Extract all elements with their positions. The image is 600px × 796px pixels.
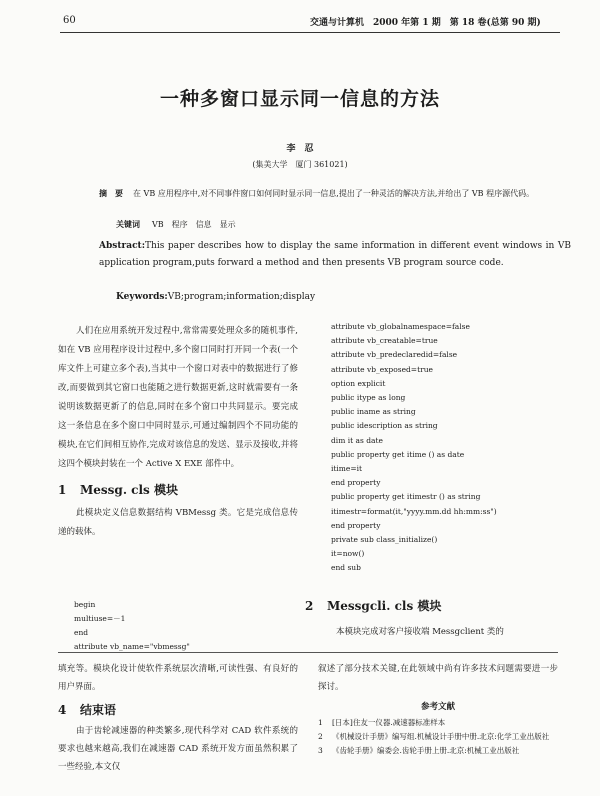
reference-number: 2: [318, 732, 323, 741]
reference-number: 1: [318, 718, 323, 727]
reference-number: 3: [318, 746, 323, 755]
left-column: [58, 322, 298, 542]
code-block-right: [331, 320, 497, 576]
reference-item: [318, 730, 558, 744]
code-line: option explicit: [331, 378, 386, 388]
reference-text: 《机械设计手册》编写组.机械设计手册中册.北京:化学工业出版社: [332, 732, 550, 741]
keywords-cn: [116, 219, 236, 230]
code-line: end property: [331, 478, 381, 488]
section-1-number: 1: [58, 483, 67, 497]
abstract-cn-text: 在 VB 应用程序中,对不同事件窗口如何同时显示同一信息,提出了一种灵活的解决方法,并给出了 VB 程序源代码。: [133, 189, 535, 198]
code-line: end sub: [331, 563, 361, 573]
abstract-en: [99, 238, 571, 272]
code-line: attribute vb_predeclaredid=false: [331, 350, 458, 360]
abstract-en-label: Abstract:: [99, 241, 146, 251]
code-line: attribute vb_globalnamespace=false: [331, 322, 470, 331]
code-block-left: [74, 598, 190, 654]
page-number: 60: [63, 15, 76, 26]
abstract-cn: [99, 185, 569, 202]
code-line: public idescription as string: [331, 421, 438, 431]
references-list: [318, 716, 558, 758]
section-4-heading: [58, 702, 298, 718]
section-1-heading: [58, 482, 298, 498]
code-line: private sub class_initialize(): [331, 535, 438, 545]
references-title: 参考文献: [420, 702, 455, 712]
section-1-title: Messg. cls 模块: [80, 483, 178, 497]
journal-header: 交通与计算机 2000 年第 1 期 第 18 卷(总第 90 期): [310, 18, 541, 28]
reference-item: [318, 744, 558, 758]
code-line: public property get itimestr () as string: [331, 492, 481, 502]
code-line: end: [74, 628, 89, 637]
code-line: public property get itime () as date: [331, 449, 465, 459]
reference-text: 《齿轮手册》编委会.齿轮手册上册.北京:机械工业出版社: [332, 746, 520, 755]
keywords-en-text: VB;program;information;display: [167, 292, 316, 302]
code-line: itimestr=format(it,"yyyy.mm.dd hh:mm:ss"): [331, 506, 497, 516]
continued-paragraph: 填充等。模块化设计使软件系统层次清晰,可读性强、有良好的用户界面。: [58, 664, 298, 692]
code-line: public iname as string: [331, 407, 416, 417]
intro-paragraph: 人们在应用系统开发过程中,常常需要处理众多的随机事件,如在 VB 应用程序设计过程中,多个窗口同时打开同一个表(一个库文件上可建立多个表),当其中一个窗口对表中的数据进行了修改,而要做到其它窗口也能随之进行数据更新,这时就需要有一条说明该数据更新了的信息,同时在多个窗口中共同显示。要完成这一条信息在多个窗口中同时显示,可通过编制四个不同功能的模块,在它们间相互协作,完成对该信息的发送、显示及接收,并将这四个模块封装在一个 Active X EXE 部件中。: [58, 326, 298, 469]
code-line: multiuse=－1: [74, 614, 126, 623]
keywords-en-label: Keywords:: [116, 292, 168, 302]
code-line: end property: [331, 520, 381, 530]
code-line: it=now(): [331, 549, 365, 559]
section-4-number: 4: [58, 703, 67, 717]
code-line: public itype as long: [331, 393, 406, 403]
keywords-en: [116, 292, 315, 302]
reference-text: [日本]住友一仪器.减速器标准样本: [332, 718, 446, 727]
section-2-title: Messgcli. cls 模块: [327, 599, 442, 613]
code-line: itime=it: [331, 464, 363, 474]
abstract-cn-label: 摘 要: [99, 188, 123, 198]
section-1-text: 此模块定义信息数据结构 VBMessg 类。它是完成信息传递的载体。: [58, 508, 298, 537]
keywords-cn-text: VB 程序 信息 显示: [152, 220, 236, 229]
code-line: begin: [74, 600, 96, 609]
section-2-number: 2: [305, 599, 314, 613]
section-4-text: 由于齿轮减速器的种类繁多,现代科学对 CAD 软件系统的要求也越来越高,我们在减速器 CAD 系统开发方面虽然积累了一些经验,本文仅: [58, 726, 298, 772]
code-line: dim it as date: [331, 435, 383, 445]
header-rule: [60, 32, 560, 33]
reference-item: [318, 716, 558, 730]
page-divider: [58, 652, 558, 653]
section-2-text: 本模块完成对客户接收端 Messgclient 类的: [336, 627, 504, 637]
bottom-right-column: [318, 660, 558, 758]
affiliation: (集美大学 厦门 361021): [252, 160, 348, 169]
author: 李 忍: [286, 144, 314, 154]
keywords-cn-label: 关键词: [116, 219, 140, 229]
code-line: attribute vb_exposed=true: [331, 364, 433, 374]
section-4-title: 结束语: [80, 703, 117, 717]
paper-title: 一种多窗口显示同一信息的方法: [159, 88, 440, 110]
section-2-heading: [305, 598, 441, 614]
abstract-en-text: This paper describes how to display the same information in different event windows in VB application program,puts forward a method and then presents VB program source code.: [99, 241, 571, 268]
code-line: attribute vb_name="vbmessg": [74, 642, 190, 651]
conclusion-continued: 叙述了部分技术关键,在此领域中尚有许多技术问题需要进一步探讨。: [318, 664, 558, 692]
code-line: attribute vb_creatable=true: [331, 336, 438, 346]
bottom-left-column: [58, 660, 298, 776]
